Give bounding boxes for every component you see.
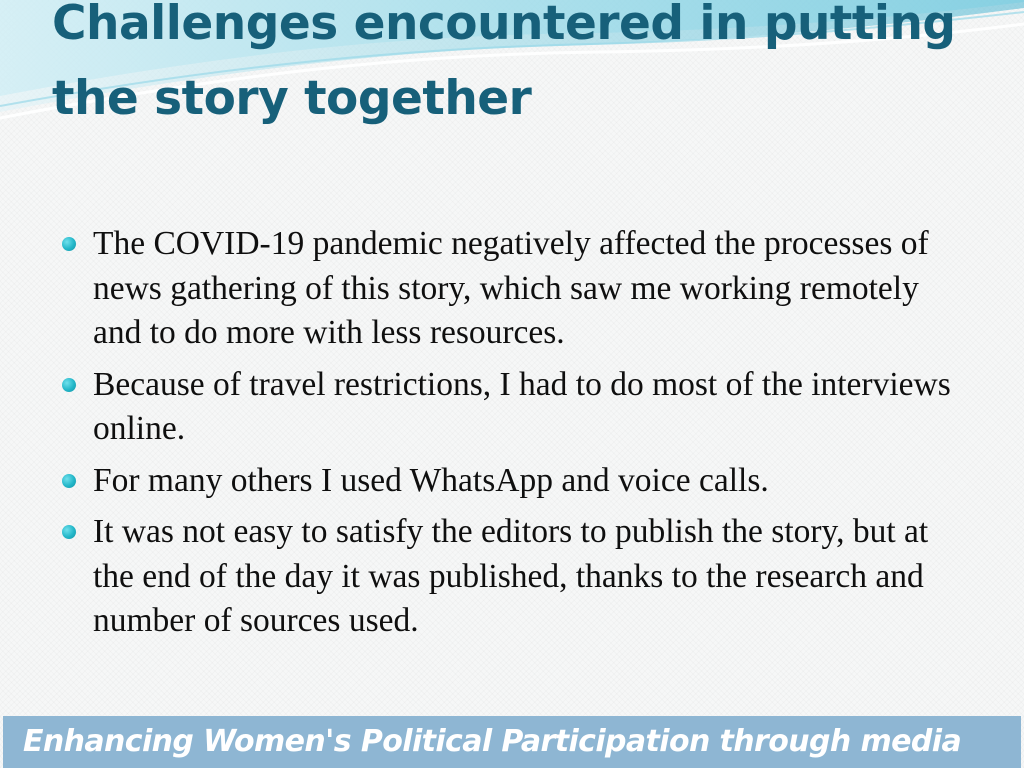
bullet-item [62,363,962,452]
bullet-text: It was not easy to satisfy the editors to publish the story, but at the end of the day it was published, thanks to the research and number of sources used. [93,513,929,639]
bullet-dot-icon [62,378,76,392]
footer-banner [3,716,1021,768]
bullet-text: Because of travel restrictions, I had to do most of the interviews online. [93,365,951,447]
bullet-item [62,222,962,356]
bullet-dot-icon [62,474,76,488]
bullet-dot-icon [62,525,76,539]
bullet-item [62,459,962,504]
bullet-text: For many others I used WhatsApp and voice calls. [93,461,769,499]
bullet-text: The COVID-19 pandemic negatively affected the processes of news gathering of this story, which saw me working remotely and to do more with less resources. [93,225,929,351]
bullet-dot-icon [62,237,76,251]
bullet-list [62,222,962,651]
bullet-item [62,510,962,644]
footer-text: Enhancing Women's Political Participation through media [23,724,962,759]
page-title: Challenges encountered in putting the story together [52,0,956,126]
